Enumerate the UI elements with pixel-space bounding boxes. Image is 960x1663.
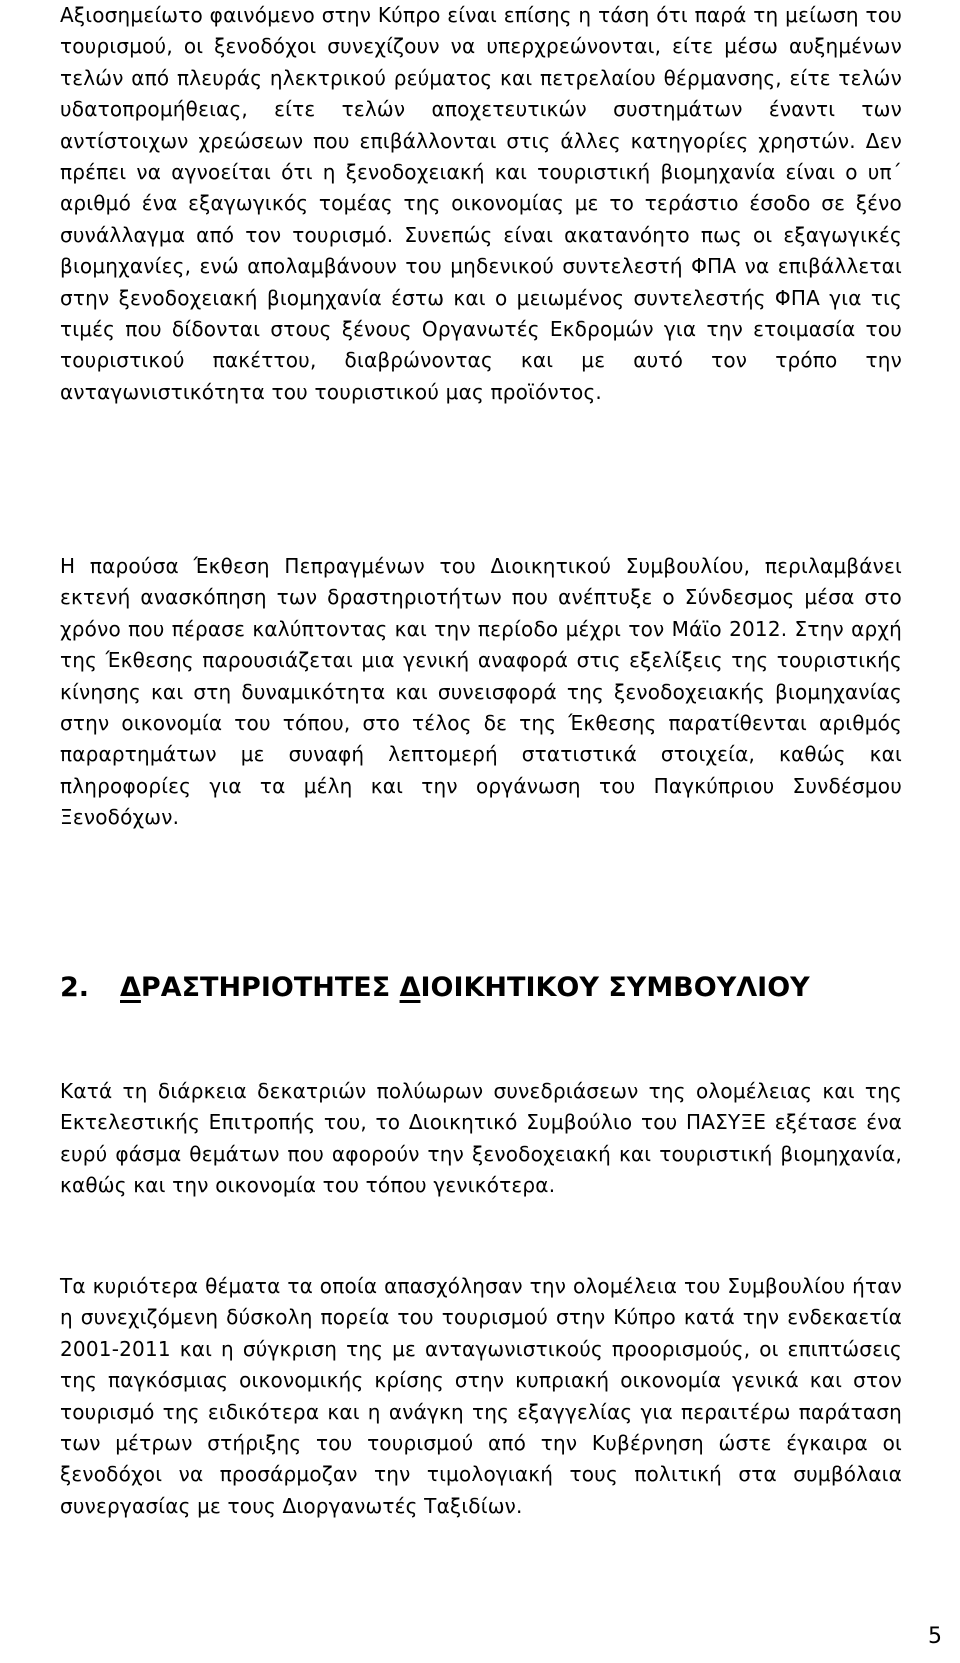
page-number: 5: [928, 1624, 942, 1649]
paragraph-board-meetings: Κατά τη διάρκεια δεκατριών πολύωρων συνεδριάσεων της ολομέλειας και της Εκτελεστικής Επιτροπής του, το Διοικητικό Συμβούλιο του ΠΑΣΥΞΕ εξέτασε ένα ευρύ φάσμα θεμάτων που αφορούν την ξενοδοχειακή και τουριστική βιομηχανία, καθώς και την οικονομία του τόπου γενικότερα.: [60, 1079, 902, 1198]
heading-underlined-letter-2: Δ: [399, 972, 421, 1003]
section-heading: [60, 970, 902, 1006]
section-number: 2.: [60, 972, 90, 1003]
heading-underlined-letter-1: Δ: [120, 972, 141, 1003]
heading-text-part-2: ΙΟΙΚΗΤΙΚΟΥ ΣΥΜΒΟΥΛΙΟΥ: [420, 972, 810, 1003]
paragraph-intro-tourism: Αξιοσημείωτο φαινόμενο στην Κύπρο είναι επίσης η τάση ότι παρά τη μείωση του τουρισμού, οι ξενοδόχοι συνεχίζουν να υπερχρεώνονται, είτε μέσω αυξημένων τελών από πλευράς ηλεκτρικού ρεύματος και πετρελαίου θέρμανσης, είτε τελών υδατοπρομήθειας, είτε τελών αποχετευτικών συστημάτων έναντι των αντίστοιχων χρεώσεων που επιβάλλονται στις άλλες κατηγορίες χρηστών. Δεν πρέπει να αγνοείται ότι η ξενοδοχειακή και τουριστική βιομηχανία είναι ο υπ΄ αριθμό ένα εξαγωγικός τομέας της οικονομίας με το τεράστιο έσοδο σε ξένο συνάλλαγμα από τον τουρισμό. Συνεπώς είναι ακατανόητο πως οι εξαγωγικές βιομηχανίες, ενώ απολαμβάνουν του μηδενικού συντελεστή ΦΠΑ να επιβάλλεται στην ξενοδοχειακή βιομηχανία έστω και ο μειωμένος συντελεστής ΦΠΑ για τις τιμές που δίδονται στους ξένους Οργανωτές Εκδρομών για την ετοιμασία του τουριστικού πακέττου, διαβρώνοντας και με αυτό τον τρόπο την ανταγωνιστικότητα του τουριστικού μας προϊόντος.: [60, 3, 902, 404]
paragraph-main-topics: Τα κυριότερα θέματα τα οποία απασχόλησαν την ολομέλεια του Συμβουλίου ήταν η συνεχιζόμενη δύσκολη πορεία του τουρισμού στην Κύπρο κατά την ενδεκαετία 2001-2011 και η σύγκριση της με ανταγωνιστικούς προορισμούς, οι επιπτώσεις της παγκόσμιας οικονομικής κρίσης στην κυπριακή οικονομία γενικά και στον τουρισμό της ειδικότερα και η ανάγκη της εξαγγελίας για περαιτέρω παράταση των μέτρων στήριξης του τουρισμού από την Κυβέρνηση ώστε έγκαιρα οι ξενοδόχοι να προσάρμοζαν την τιμολογιακή τους πολιτική στα συμβόλαια συνεργασίας με τους Διοργανωτές Ταξιδίων.: [60, 1274, 902, 1518]
heading-text-part-1: ΡΑΣΤΗΡΙΟΤΗΤΕΣ: [140, 972, 400, 1003]
paragraph-report-overview: Η παρούσα Έκθεση Πεπραγμένων του Διοικητικού Συμβουλίου, περιλαμβάνει εκτενή ανασκόπηση των δραστηριοτήτων που ανέπτυξε ο Σύνδεσμος μέσα στο χρόνο που πέρασε καλύπτοντας και την περίοδο μέχρι τον Μάϊο 2012. Στην αρχή της Έκθεσης παρουσιάζεται μια γενική αναφορά στις εξελίξεις της τουριστικής κίνησης και στη δυναμικότητα και συνεισφορά της ξενοδοχειακής βιομηχανίας στην οικονομία του τόπου, στο τέλος δε της Έκθεσης παρατίθενται αριθμός παραρτημάτων με συναφή λεπτομερή στατιστικά στοιχεία, καθώς και πληροφορίες για τα μέλη και την οργάνωση του Παγκύπριου Συνδέσμου Ξενοδόχων.: [60, 554, 902, 830]
